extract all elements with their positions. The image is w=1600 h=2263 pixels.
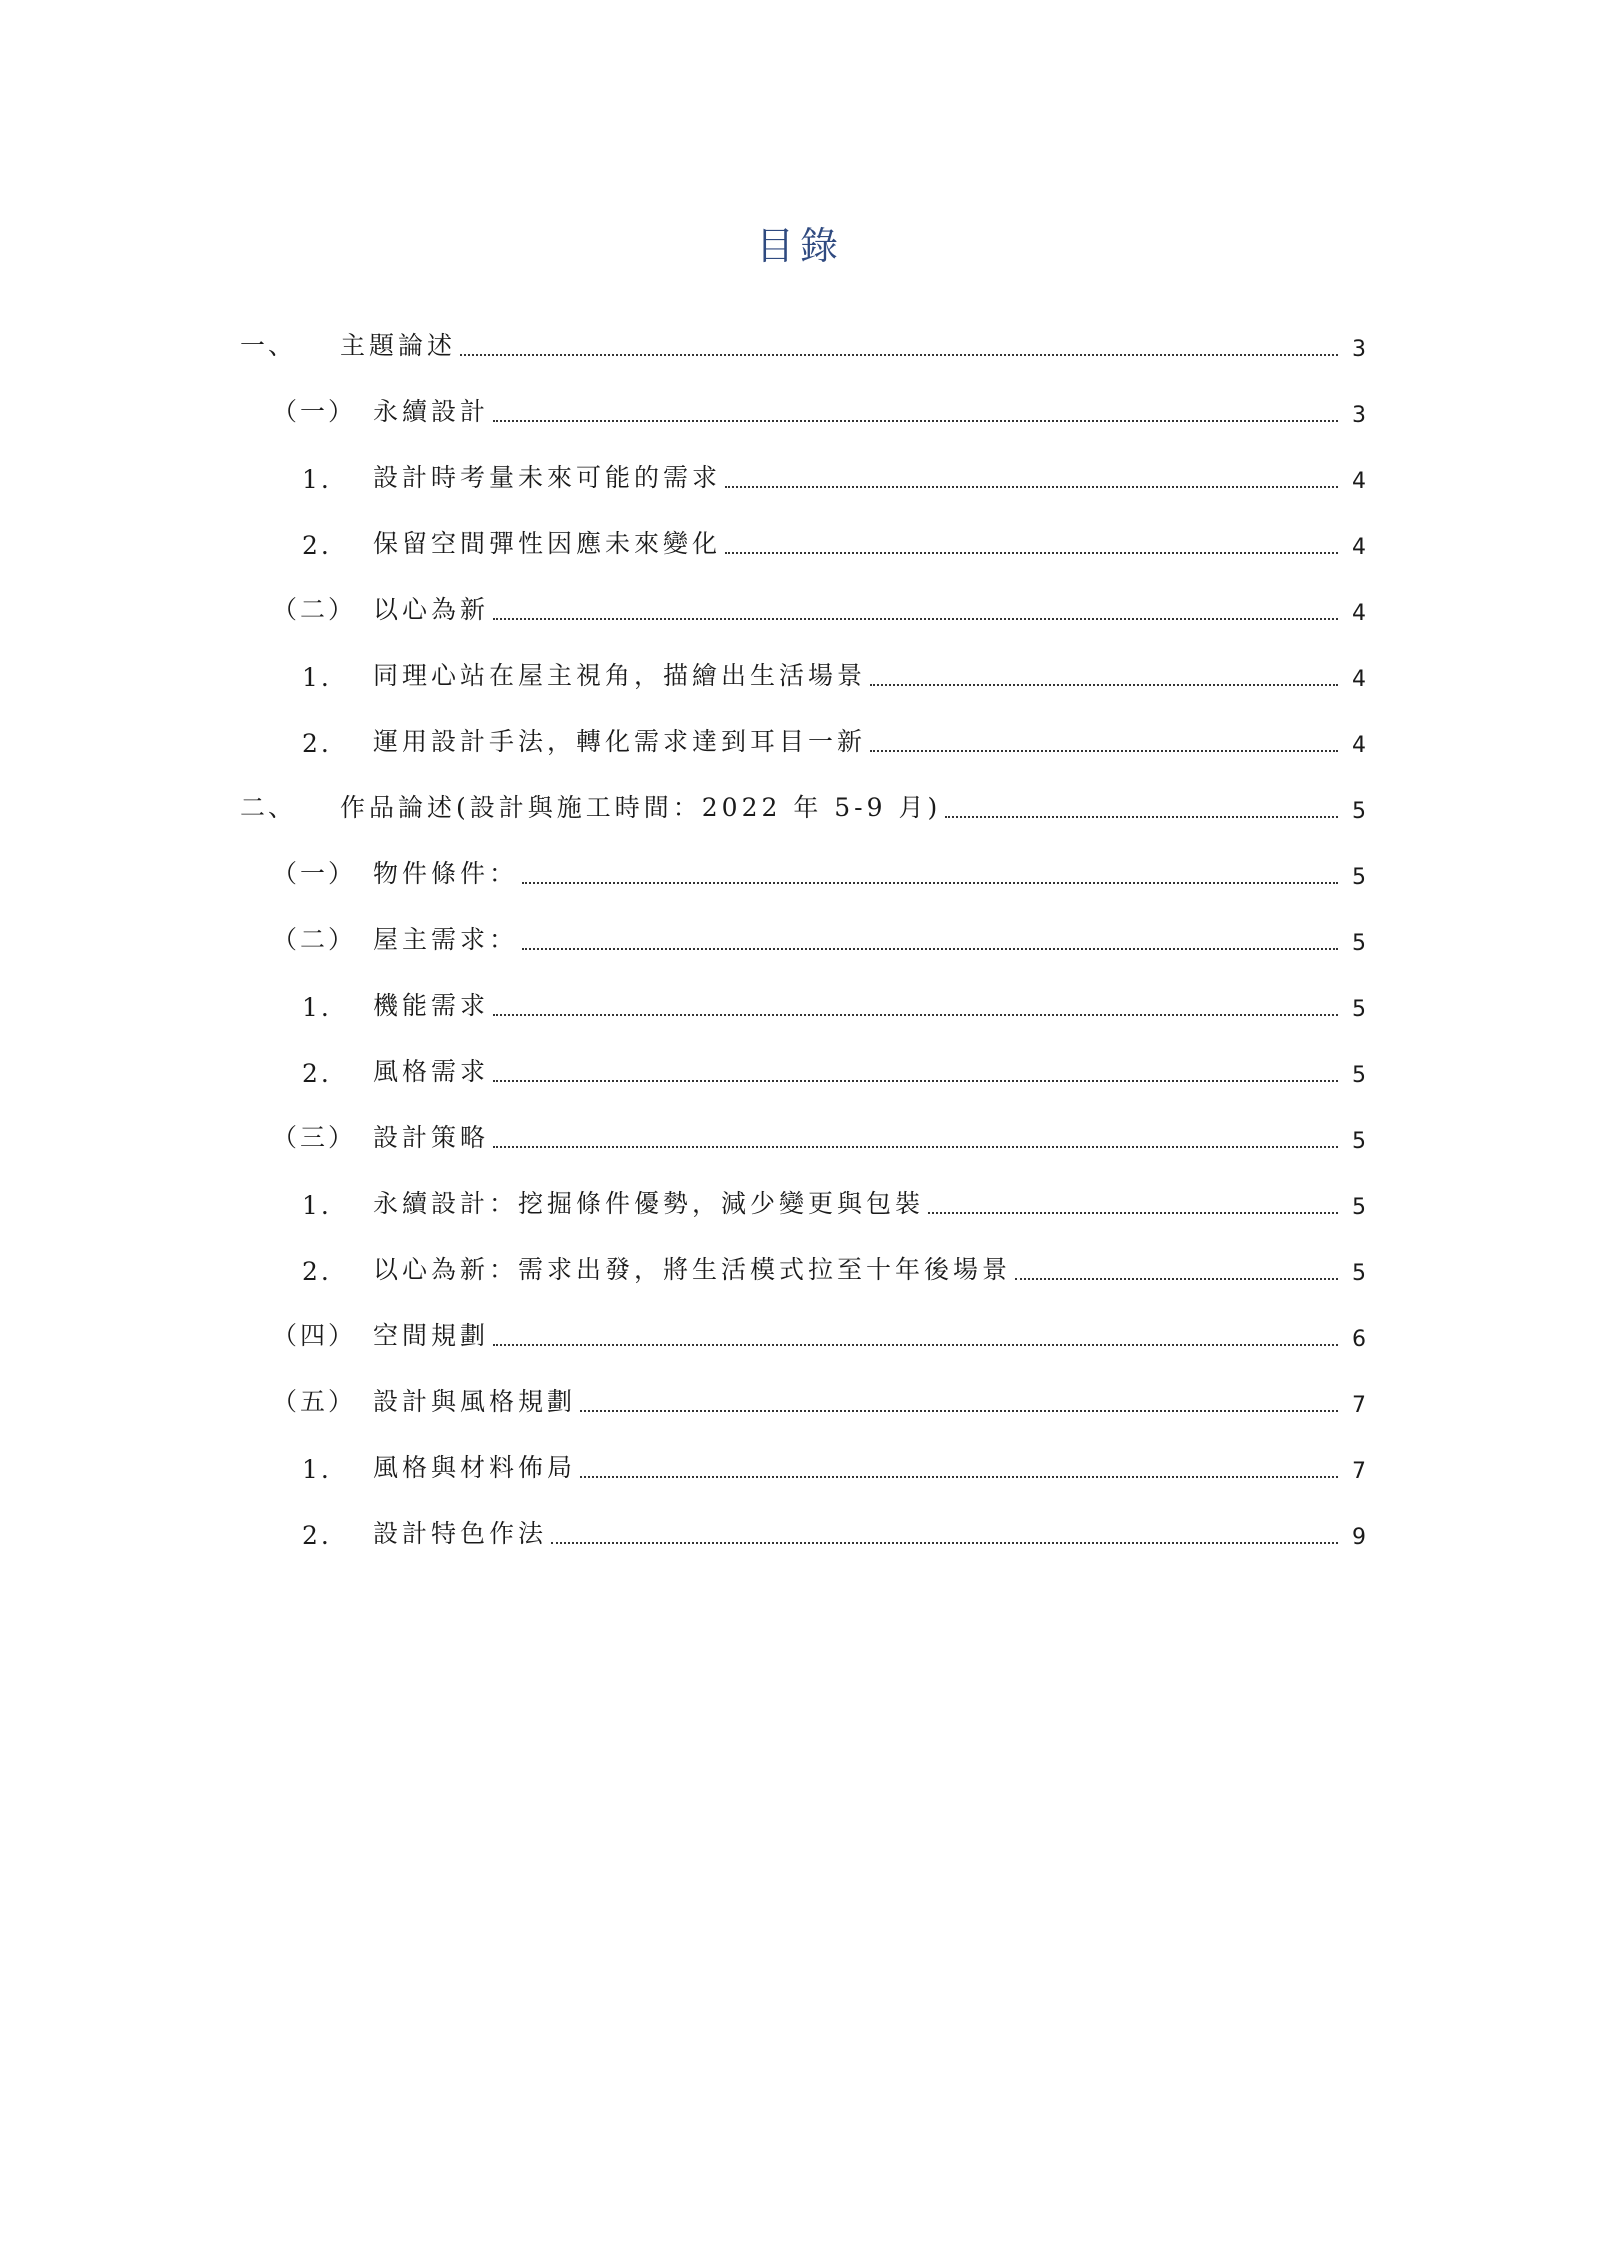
toc-entry-page: 4 [1338,733,1366,758]
toc-entry-page: 4 [1338,469,1366,494]
dot-leader [493,1080,1338,1082]
toc-entry-page: 5 [1338,799,1366,824]
toc-entry-page: 5 [1338,1129,1366,1154]
toc-entry[interactable] [240,494,1366,560]
toc-entry-page: 3 [1338,403,1366,428]
toc-entry-number: 1. [302,1455,332,1484]
dot-leader [551,1542,1338,1544]
dot-leader [580,1410,1338,1412]
toc-entry-number: （四） [272,1321,357,1350]
toc-entry-page: 7 [1338,1393,1366,1418]
dot-leader [1015,1278,1338,1280]
dot-leader [870,684,1338,686]
toc-entry[interactable] [240,956,1366,1022]
toc-entry-number: 二、 [240,793,297,822]
toc-entry-page: 4 [1338,535,1366,560]
toc-entry-number: 1. [302,993,332,1022]
toc-entry-label: 設計策略 [373,1118,491,1154]
toc-entry-page: 5 [1338,1261,1366,1286]
toc-entry-number: （二） [272,925,357,954]
toc-entry[interactable] [240,626,1366,692]
toc-entry-page: 5 [1338,931,1366,956]
toc-entry-label: 風格與材料佈局 [373,1448,578,1484]
toc-entry-number: 1. [302,663,332,692]
toc-entry-label: 以心為新 [373,590,491,626]
toc-entry-label: 風格需求 [373,1052,491,1088]
toc-title: 目錄 [755,224,844,268]
toc-entry[interactable] [240,560,1366,626]
toc-entry-label: 保留空間彈性因應未來變化 [373,524,723,560]
toc-entry[interactable] [240,428,1366,494]
toc-entry-number: （三） [272,1123,357,1152]
toc-entry-label: 物件條件： [373,854,520,890]
toc-entry-number: 1. [302,465,332,494]
toc-entry-number: 2. [302,1521,332,1550]
toc-entry-label: 空間規劃 [373,1316,491,1352]
dot-leader [725,552,1338,554]
toc-entry-page: 9 [1338,1525,1366,1550]
toc-entry-page: 5 [1338,1063,1366,1088]
toc-entry-label: 屋主需求： [373,920,520,956]
toc-entry[interactable] [240,1154,1366,1220]
toc-entry[interactable] [240,362,1366,428]
dot-leader [928,1212,1338,1214]
toc-entry-page: 4 [1338,667,1366,692]
toc-entry-label: 以心為新：需求出發，將生活模式拉至十年後場景 [373,1250,1013,1286]
toc-entry-page: 5 [1338,865,1366,890]
toc-entry-page: 3 [1338,337,1366,362]
toc-entry-label: 設計時考量未來可能的需求 [373,458,723,494]
dot-leader [522,948,1338,950]
toc-entry[interactable] [240,1418,1366,1484]
dot-leader [460,354,1338,356]
toc-entry-number: 2. [302,1059,332,1088]
toc-entry[interactable] [240,1286,1366,1352]
toc-entry[interactable] [240,824,1366,890]
toc-entry[interactable] [240,296,1366,362]
toc-entry[interactable] [240,890,1366,956]
toc-entry-number: （一） [272,859,357,888]
toc-entry-number: （二） [272,595,357,624]
toc-entry-label: 主題論述 [340,326,458,362]
toc-entry-number: 2. [302,729,332,758]
toc-entry-label: 設計特色作法 [373,1514,549,1550]
dot-leader [580,1476,1338,1478]
toc-entry[interactable] [240,692,1366,758]
toc-entry-label: 運用設計手法，轉化需求達到耳目一新 [373,722,868,758]
toc-entry-label: 機能需求 [373,986,491,1022]
toc-entry-page: 5 [1338,1195,1366,1220]
toc-entry-number: （五） [272,1387,357,1416]
dot-leader [522,882,1338,884]
toc-entry[interactable] [240,1022,1366,1088]
toc-entry-page: 4 [1338,601,1366,626]
dot-leader [493,420,1338,422]
toc-entry-label: 永續設計 [373,392,491,428]
toc-entry-label: 永續設計：挖掘條件優勢，減少變更與包裝 [373,1184,926,1220]
toc-entry-number: 2. [302,1257,332,1286]
toc-entry[interactable] [240,1352,1366,1418]
toc-entry-number: 1. [302,1191,332,1220]
table-of-contents [240,296,1366,1550]
toc-entry-label: 同理心站在屋主視角，描繪出生活場景 [373,656,868,692]
toc-entry[interactable] [240,1484,1366,1550]
toc-entry-page: 6 [1338,1327,1366,1352]
dot-leader [493,1344,1338,1346]
toc-entry-number: 一、 [240,331,297,360]
dot-leader [493,1014,1338,1016]
toc-entry-number: （一） [272,397,357,426]
toc-entry[interactable] [240,758,1366,824]
toc-entry-number: 2. [302,531,332,560]
toc-entry-page: 5 [1338,997,1366,1022]
dot-leader [945,816,1338,818]
dot-leader [493,1146,1338,1148]
dot-leader [725,486,1338,488]
dot-leader [493,618,1338,620]
toc-entry-label: 作品論述(設計與施工時間：2022 年 5-9 月) [340,788,943,824]
toc-entry-page: 7 [1338,1459,1366,1484]
toc-entry[interactable] [240,1220,1366,1286]
toc-entry-label: 設計與風格規劃 [373,1382,578,1418]
dot-leader [870,750,1338,752]
toc-entry[interactable] [240,1088,1366,1154]
